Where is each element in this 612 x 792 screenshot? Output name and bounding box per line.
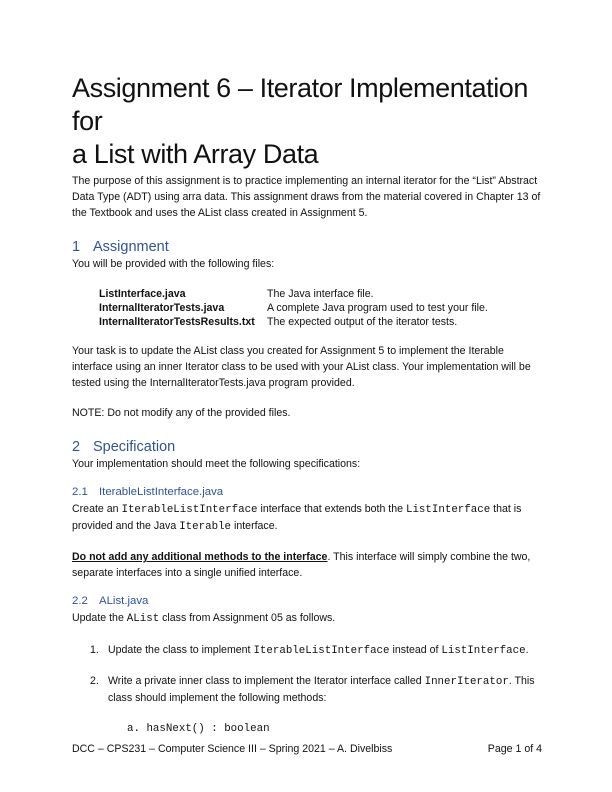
section-2-lead: Your implementation should meet the following specifications: xyxy=(72,458,361,470)
section-1-lead: You will be provided with the following files: xyxy=(72,258,275,270)
list-text: Update the class to implement IterableListInterface instead of ListInterface. xyxy=(108,644,529,657)
page-content xyxy=(72,72,542,737)
page-footer xyxy=(72,742,542,756)
subsection-2-2-number: 2.2 xyxy=(72,595,88,607)
numbered-list xyxy=(72,642,542,706)
file-row xyxy=(99,287,542,301)
intro-paragraph: The purpose of this assignment is to practice implementing an internal iterator for the “List” Abstract Data Type (ADT) using arra data. This assignment draws from the material covered in Chapter 13 of the Textbook and uses the AList class created in Assignment 5. xyxy=(72,175,541,219)
file-name: ListInterface.java xyxy=(99,288,186,300)
section-1-title: Assignment xyxy=(93,239,169,255)
note-paragraph: NOTE: Do not modify any of the provided files. xyxy=(72,407,291,419)
section-1-number: 1 xyxy=(72,239,81,255)
subsection-2-1-title: IterableListInterface.java xyxy=(99,486,224,498)
list-item xyxy=(90,642,542,659)
file-description: The expected output of the iterator tests. xyxy=(267,316,458,328)
subsection-2-1-paragraph-1: Create an IterableListInterface interface that extends both the ListInterface that is provided and the Java Iterable interface. xyxy=(72,503,522,533)
title-line-2: a List with Array Data xyxy=(72,139,319,169)
emphasis-warning: Do not add any additional methods to the interface xyxy=(72,551,328,563)
footer-page-number: Page 1 of 4 xyxy=(487,743,542,755)
subsection-2-1-heading xyxy=(72,485,542,500)
file-list xyxy=(99,287,542,329)
list-text: Write a private inner class to implement the Iterator interface called InnerIterator. This class should implement the following methods: xyxy=(108,675,535,704)
list-number: 1. xyxy=(90,644,99,656)
list-number: 2. xyxy=(90,675,99,687)
section-2-heading xyxy=(72,438,542,456)
footer-course-info: DCC – CPS231 – Computer Science III – Spring 2021 – A. Divelbiss xyxy=(72,743,393,755)
subsection-2-1-paragraph-2: Do not add any additional methods to the interface. This interface will simply combine the two, separate interfaces into a single unified interface. xyxy=(72,551,531,579)
code-alist: AList xyxy=(126,613,160,625)
section-2-title: Specification xyxy=(93,439,176,455)
file-name: InternalIteratorTestsResults.txt xyxy=(99,316,255,328)
file-row xyxy=(99,301,542,315)
page-title xyxy=(72,72,542,171)
subsection-2-2-heading xyxy=(72,594,542,609)
title-line-1: Assignment 6 – Iterator Implementation for xyxy=(72,73,529,136)
subsection-2-2-title: AList.java xyxy=(99,595,149,607)
file-name: InternalIteratorTests.java xyxy=(99,302,225,314)
section-1-heading xyxy=(72,238,542,256)
subsection-2-2-paragraph: Update the AList class from Assignment 05 as follows. xyxy=(72,612,336,625)
code-iterable-list-interface: IterableListInterface xyxy=(121,504,258,516)
file-row xyxy=(99,315,542,329)
file-description: A complete Java program used to test your file. xyxy=(267,302,488,314)
code-list-interface: ListInterface xyxy=(405,504,491,516)
list-item xyxy=(90,673,542,706)
section-2-number: 2 xyxy=(72,439,81,455)
subsection-2-1-number: 2.1 xyxy=(72,486,88,498)
file-description: The Java interface file. xyxy=(267,288,374,300)
sub-list-item: a. hasNext() : boolean xyxy=(127,723,270,735)
code-iterable: Iterable xyxy=(179,521,232,533)
task-paragraph: Your task is to update the AList class you created for Assignment 5 to implement the Iterable interface using an inner Iterator class to be used with your AList class. Your implementation will be tested using the InternalIteratorTests.java program provided. xyxy=(72,345,531,389)
